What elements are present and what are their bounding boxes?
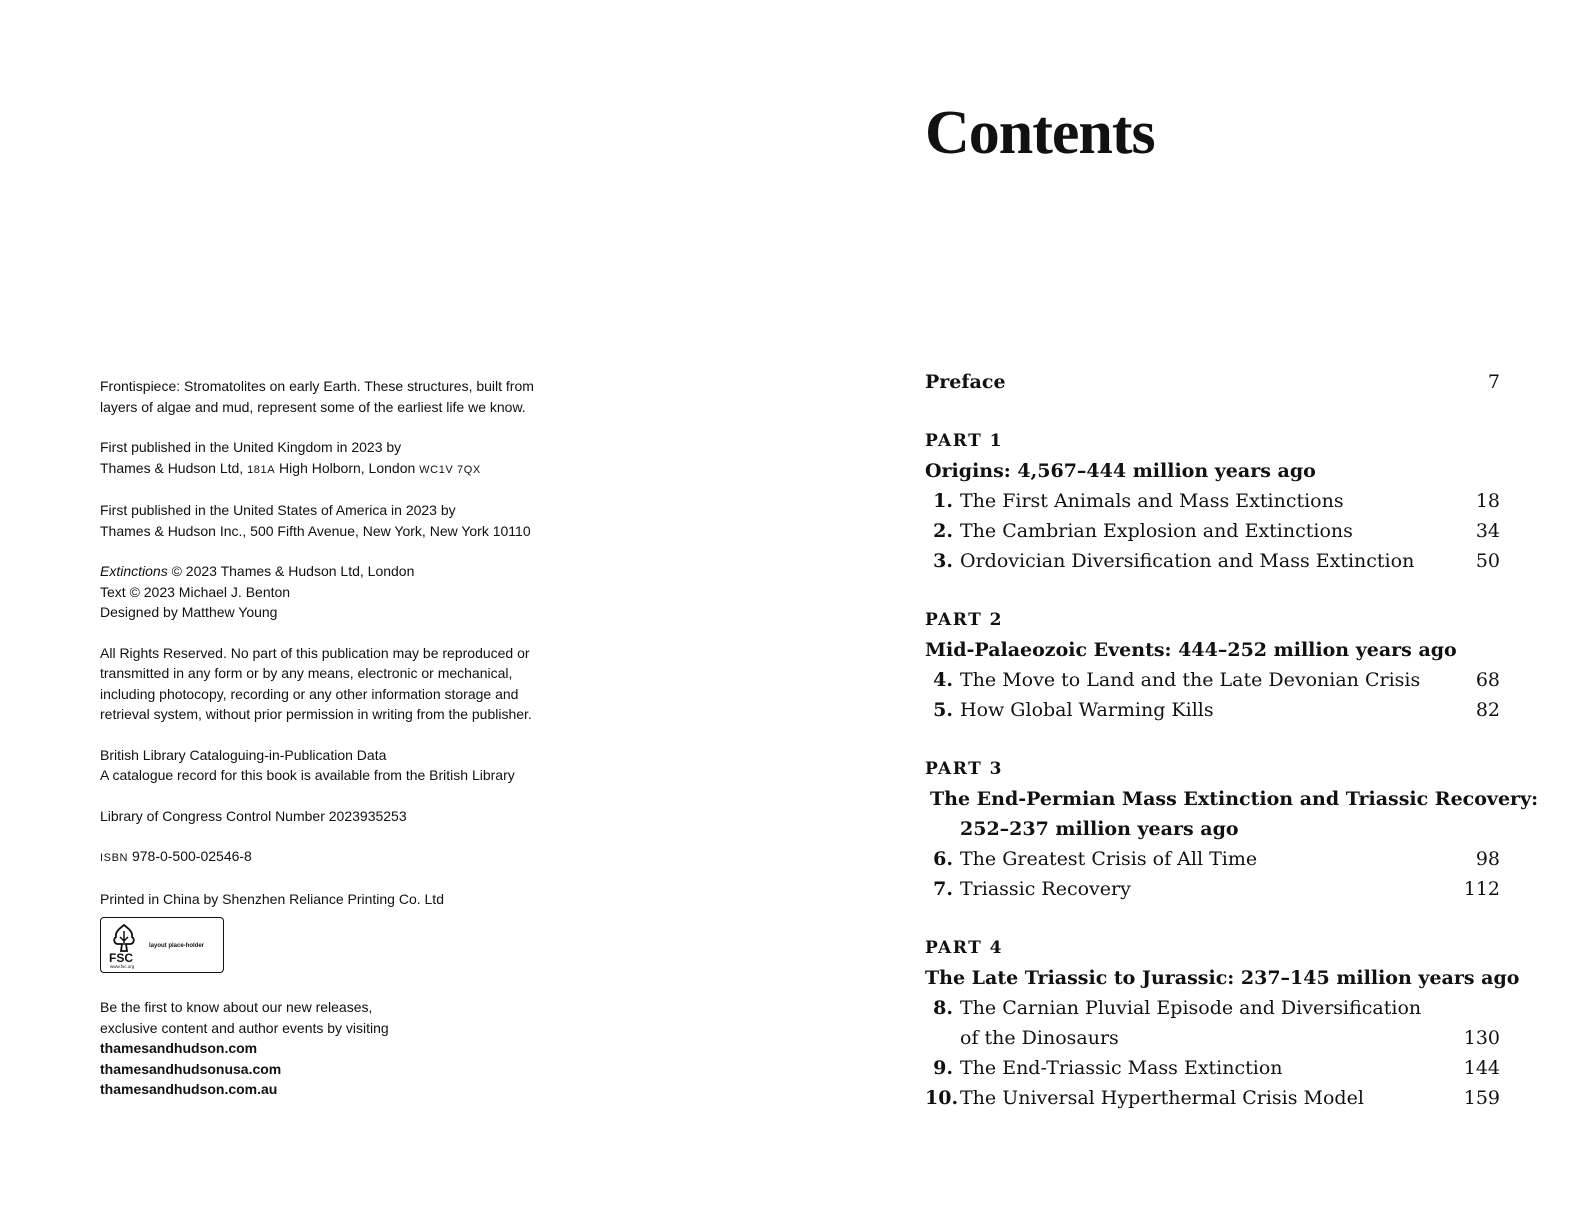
part-label: PART 2 xyxy=(925,610,1003,630)
preface-label: Preface xyxy=(925,371,1006,393)
chapter-number: 2. xyxy=(933,520,953,542)
toc-entry-chapter[interactable] xyxy=(925,516,1500,546)
part-title: Mid-Palaeozoic Events: 444–252 million years ago xyxy=(925,639,1457,661)
us-publisher: First published in the United States of America in 2023 by Thames & Hudson Inc., 500 Fifth Avenue, New York, New York 10110 xyxy=(100,502,531,539)
fsc-tree-icon xyxy=(109,923,139,953)
page-number: 7 xyxy=(1487,371,1500,393)
loc-control-number: Library of Congress Control Number 2023935253 xyxy=(100,807,407,824)
page-number: 112 xyxy=(1463,878,1500,900)
toc-entry-chapter[interactable] xyxy=(925,993,1500,1023)
chapter-title: The Universal Hyperthermal Crisis Model xyxy=(960,1087,1364,1109)
toc-entry-chapter[interactable] xyxy=(925,665,1500,695)
chapter-number: 1. xyxy=(933,490,953,512)
chapter-title: How Global Warming Kills xyxy=(960,699,1214,721)
promo-block: Be the first to know about our new releases, exclusive content and author events by visiting thamesandhudson.com thamesandhudsonusa.com thamesandhudson.com.au xyxy=(100,997,580,1100)
page-number: 34 xyxy=(1475,520,1500,542)
chapter-number: 6. xyxy=(933,848,953,870)
part-title: The Late Triassic to Jurassic: 237–145 million years ago xyxy=(925,967,1520,989)
page-number: 98 xyxy=(1475,848,1500,870)
toc-entry-chapter[interactable] xyxy=(925,546,1500,576)
part-title: The End-Permian Mass Extinction and Triassic Recovery: xyxy=(930,788,1539,810)
fsc-url: www.fsc.org xyxy=(110,964,135,969)
uk-publisher: First published in the United Kingdom in 2023 by Thames & Hudson Ltd, 181A High Holborn, London WC1V 7QX xyxy=(100,439,481,476)
isbn: ISBN 978-0-500-02546-8 xyxy=(100,848,252,864)
table-of-contents xyxy=(925,367,1539,1113)
chapter-number: 3. xyxy=(933,550,953,572)
chapter-title: The Move to Land and the Late Devonian Crisis xyxy=(960,669,1421,691)
toc-entry-chapter[interactable] xyxy=(925,1053,1500,1083)
fsc-placeholder-label: layout place-holder xyxy=(149,943,205,949)
chapter-number: 8. xyxy=(933,997,953,1019)
page-number: 68 xyxy=(1475,669,1500,691)
copyright-block: Extinctions © 2023 Thames & Hudson Ltd, London Text © 2023 Michael J. Benton Designed by Matthew Young xyxy=(100,563,415,620)
fsc-logo-placeholder xyxy=(100,917,224,973)
part-label: PART 4 xyxy=(925,938,1003,958)
chapter-title: The End-Triassic Mass Extinction xyxy=(960,1057,1283,1079)
chapter-number: 7. xyxy=(933,878,953,900)
chapter-title: The First Animals and Mass Extinctions xyxy=(960,490,1344,512)
page-title: Contents xyxy=(925,99,1155,167)
printer: Printed in China by Shenzhen Reliance Printing Co. Ltd xyxy=(100,890,444,907)
chapter-title: The Cambrian Explosion and Extinctions xyxy=(960,520,1353,542)
page-number: 50 xyxy=(1475,550,1500,572)
chapter-title: Ordovician Diversification and Mass Extinction xyxy=(960,550,1415,572)
part-label: PART 3 xyxy=(925,759,1003,779)
chapter-title: The Carnian Pluvial Episode and Diversification xyxy=(960,997,1422,1019)
page-number: 144 xyxy=(1463,1057,1500,1079)
page-number: 159 xyxy=(1463,1087,1500,1109)
website-link-uk[interactable]: thamesandhudson.com xyxy=(100,1040,258,1056)
website-link-us[interactable]: thamesandhudsonusa.com xyxy=(100,1060,282,1077)
part-title-continued: 252–237 million years ago xyxy=(960,818,1239,840)
page-number: 18 xyxy=(1475,490,1500,512)
imprint-page xyxy=(100,376,580,1120)
chapter-number: 10. xyxy=(925,1087,959,1109)
toc-entry-chapter[interactable] xyxy=(925,844,1500,874)
part-label: PART 1 xyxy=(925,431,1003,451)
toc-entry-preface[interactable] xyxy=(925,367,1500,397)
toc-entry-chapter[interactable] xyxy=(925,486,1500,516)
chapter-title-continued: of the Dinosaurs xyxy=(960,1027,1119,1049)
toc-entry-chapter-continued[interactable] xyxy=(925,1023,1500,1053)
chapter-title: The Greatest Crisis of All Time xyxy=(960,848,1258,870)
part-title: Origins: 4,567–444 million years ago xyxy=(925,460,1316,482)
toc-entry-chapter[interactable] xyxy=(925,695,1500,725)
page-number: 130 xyxy=(1463,1027,1500,1049)
british-library-data: British Library Cataloguing-in-Publication Data A catalogue record for this book is available from the British Library xyxy=(100,746,515,783)
chapter-number: 5. xyxy=(933,699,953,721)
website-link-au[interactable]: thamesandhudson.com.au xyxy=(100,1081,278,1097)
page-number: 82 xyxy=(1475,699,1500,721)
fsc-logo-text: FSC xyxy=(109,951,133,965)
chapter-number: 9. xyxy=(933,1057,953,1079)
rights-statement: All Rights Reserved. No part of this publication may be reproduced or transmitted in any form or by any means, electronic or mechanical, including photocopy, recording or any other information storage and retrieval system, without prior permission in writing from the publisher. xyxy=(100,644,532,722)
toc-entry-chapter[interactable] xyxy=(925,874,1500,904)
chapter-title: Triassic Recovery xyxy=(960,878,1131,900)
toc-entry-chapter[interactable] xyxy=(925,1083,1500,1113)
frontispiece-caption: Frontispiece: Stromatolites on early Earth. These structures, built from layers of algae and mud, represent some of the earliest life we know. xyxy=(100,378,534,415)
chapter-number: 4. xyxy=(933,669,953,691)
